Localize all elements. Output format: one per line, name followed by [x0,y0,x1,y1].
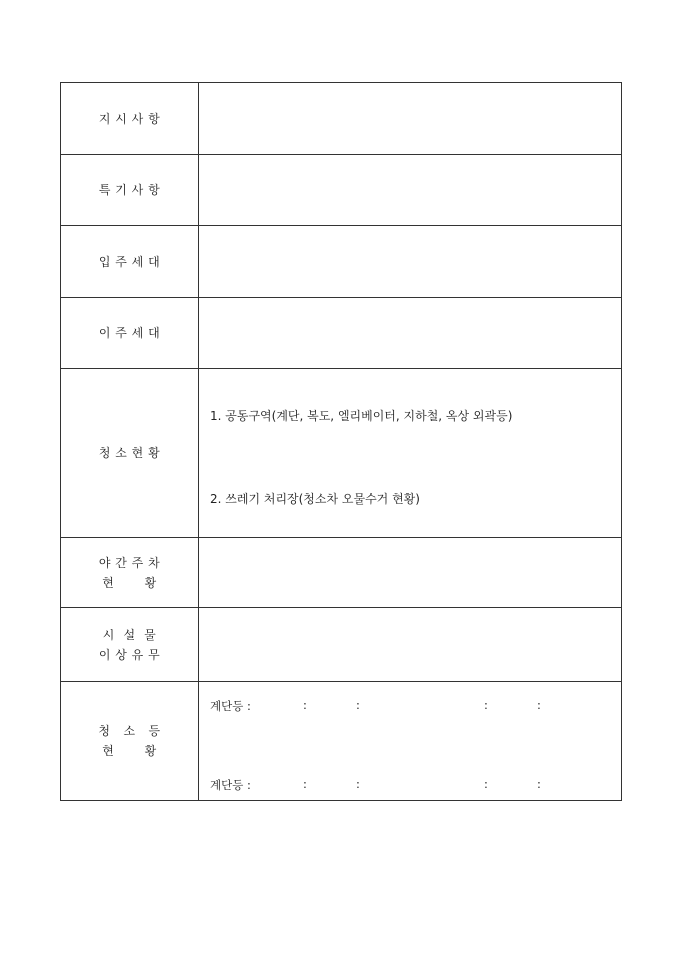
cleaning-status-row [61,369,622,538]
cleaning-lights-label-cell [61,682,199,801]
time-separator: : [537,777,541,791]
move-in-households-label: 입 주 세 대 [98,254,161,269]
night-parking-label-cell [61,538,199,608]
special-notes-label: 특 기 사 항 [98,183,161,197]
time-separator: : [303,777,307,791]
stair-light-line-2 [199,777,621,795]
common-area-item: 1. 공동구역(계단, 복도, 엘리베이터, 지하철, 옥상 외곽등) [210,408,513,423]
night-parking-label-line-1: 야 간 주 차 [98,555,161,570]
cleaning-lights-label-line-2: 현 황 [102,744,157,758]
night-parking-label-line-2: 현 황 [102,575,157,590]
instructions-label: 지 시 사 항 [98,111,161,126]
daily-report-form-table [60,82,622,801]
instructions-label-cell [61,83,199,155]
move-out-label-cell [61,298,199,369]
cleaning-status-content-cell[interactable] [199,369,622,538]
time-separator: : [484,777,488,791]
facility-issues-label-line-1: 시 설 물 [102,627,157,642]
time-separator: : [303,698,307,712]
special-notes-label-cell [61,155,199,226]
time-separator: : [537,698,541,712]
facility-issues-label-line-2: 이 상 유 무 [98,647,161,662]
instructions-row [61,83,622,155]
time-separator: : [356,698,360,712]
night-parking-row [61,538,622,608]
instructions-content-cell[interactable] [199,83,622,155]
cleaning-lights-row [61,682,622,801]
cleaning-status-label: 청 소 현 황 [98,446,161,460]
facility-issues-content-cell[interactable] [199,608,622,682]
move-out-households-row [61,298,622,369]
cleaning-lights-label-line-1: 청 소 등 [98,724,161,738]
move-out-households-label: 이 주 세 대 [98,326,161,340]
facility-issues-row [61,608,622,682]
move-in-label-cell [61,226,199,298]
move-in-households-row [61,226,622,298]
night-parking-content-cell[interactable] [199,538,622,608]
cleaning-lights-content-cell[interactable] [199,682,622,801]
cleaning-status-label-cell [61,369,199,538]
stair-light-label: 계단등 : [210,778,251,792]
move-out-content-cell[interactable] [199,298,622,369]
time-separator: : [356,777,360,791]
garbage-facility-item: 2. 쓰레기 처리장(청소차 오물수거 현황) [210,491,420,506]
facility-issues-label-cell [61,608,199,682]
special-notes-content-cell[interactable] [199,155,622,226]
stair-light-label: 계단등 : [210,699,251,713]
special-notes-row [61,155,622,226]
stair-light-line-1 [199,698,621,716]
time-separator: : [484,698,488,712]
move-in-content-cell[interactable] [199,226,622,298]
